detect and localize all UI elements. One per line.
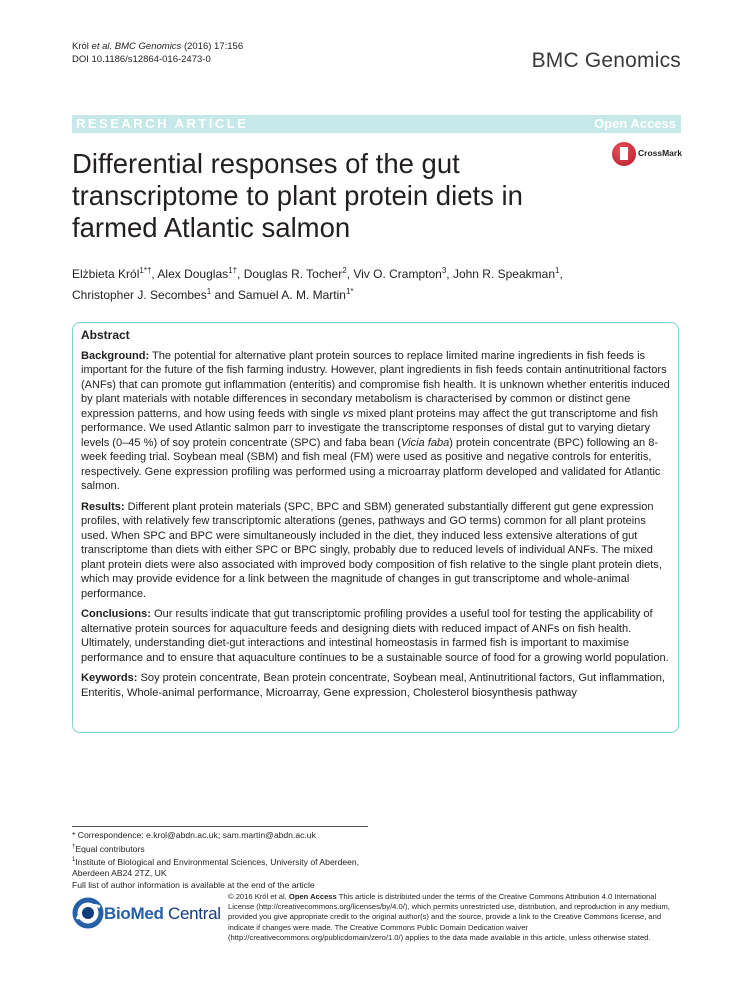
abstract-background [81, 349, 674, 494]
author-name: Viv O. Crampton [353, 267, 442, 281]
author-list: Elżbieta Król$^{1*\dagger}$, Alex Douglas$^{1\dagger}$, Douglas R. Tocher$^2$, Viv O. Crampton$^3$, John R. Speakman$^1$, Christopher J. Secombes$^1$ and Samuel A. M. Martin$^{1*}$ [72, 266, 563, 302]
footnotes [72, 830, 372, 891]
license-lead: © 2016 Król et al. [228, 892, 289, 901]
abstract-box [72, 322, 679, 733]
background-text-1: The potential for alternative plant protein sources to replace limited marine ingredients in fish feeds is important for the future of the fish farming industry. However, plant ingredients in fish feeds contain antinutritional factors (ANFs) that can promote gut inflammation (enteritis) and compromise fish health. It is unknown whether enteritis induced by plant materials with notable differences in secondary metabolism is characterised by common or distinct gene expression patterns, and how using feeds with single [81, 349, 670, 420]
results-label: Results: [81, 500, 125, 513]
keywords-text: Soy protein concentrate, Bean protein concentrate, Soybean meal, Antinutritional factors, Gut inflammation, Enteritis, Whole-animal performance, Microarray, Gene expression, Cholesterol biosynthesis pathway [81, 672, 665, 699]
abstract-conclusions [81, 607, 674, 665]
full-author-info: Full list of author information is available at the end of the article [72, 879, 315, 890]
citation-header [72, 40, 243, 66]
article-type: RESEARCH ARTICLE [76, 116, 249, 131]
author-name: Elżbieta Król [72, 267, 140, 281]
equal-mark: † [72, 843, 76, 850]
abstract-heading: Abstract [81, 328, 130, 342]
author-name: Alex Douglas [157, 267, 229, 281]
license-oa: Open Access [288, 892, 337, 901]
author-name: Samuel A. M. Martin [237, 288, 346, 302]
keywords-label: Keywords: [81, 672, 138, 684]
author-and: and [214, 288, 235, 302]
biomed-central-logo[interactable] [72, 897, 222, 933]
conclusions-label: Conclusions: [81, 608, 151, 620]
affiliation: $^1$Institute of Biological and Environmental Sciences, University of Aberdeen, [72, 856, 360, 867]
results-text: Different plant protein materials (SPC, BPC and SBM) generated substantially different gut gene expression profiles, with relatively few transcriptomic alterations (genes, pathways and GO terms) common for all plant proteins used. When SPC and BPC were simultaneously included in the diet, they induced less extensive alterations of gut transcriptome than diets with either SPC or BPC singly, probably due to reduced levels of individual ANFs. The mixed plant protein diets were also associated with improved body composition of fish relative to the single plant protein diets, which may provide evidence for a link between the magnitude of changes in gut transcriptome and whole-animal performance. [81, 500, 662, 600]
author-affil: 1† [228, 266, 238, 275]
crossmark-badge[interactable] [612, 142, 682, 170]
background-vs: vs [342, 407, 354, 420]
affiliation-mark: 1 [72, 856, 76, 863]
affiliation-address: Aberdeen AB24 2TZ, UK [72, 868, 167, 879]
author-name: Douglas R. Tocher [243, 267, 343, 281]
background-text-2: mixed plant proteins may affect the gut transcriptome and fish performance. We used Atlantic salmon parr to investigate the transcriptome responses of distal gut to varying dietary levels (0–45 %) of soy protein concentrate (SPC) and faba bean ( [81, 407, 659, 449]
license-text: This article is distributed under the terms of the Creative Commons Attribution 4.0 International License (http://creativecommons.org/licenses/by/4.0/), which permits unrestricted use, distribution, and reproduction in any medium, provided you give appropriate credit to the original author(s) and the source, provide a link to the Creative Commons license, and indicate if changes were made. The Creative Commons Public Domain Dedication waiver (http://creativecommons.org/publicdomain/zero/1.0/) applies to the data made available in this article, unless otherwise stated. [228, 892, 670, 942]
biomed-logo-text: BioMed Central [104, 904, 221, 923]
background-vicia: Vicia faba [400, 436, 450, 449]
cite-journal: BMC Genomics [114, 41, 182, 52]
equal-contributors: †Equal contributors [72, 843, 145, 854]
abstract-results [81, 500, 674, 602]
author-affil: 1 [206, 287, 212, 296]
cite-etal: et al. [91, 41, 113, 52]
correspondence: * Correspondence: e.krol@abdn.ac.uk; sam.martin@abdn.ac.uk [72, 830, 316, 840]
author-affil: 3 [441, 266, 447, 275]
author-affil: 2 [342, 266, 347, 275]
license-statement [228, 892, 683, 943]
biomed-swoosh-icon [72, 897, 104, 929]
article-type-banner [72, 115, 681, 133]
open-access-label: Open Access [594, 116, 676, 131]
journal-name: BMC Genomics [531, 49, 681, 72]
conclusions-text: Our results indicate that gut transcriptomic profiling provides a useful tool for testing the applicability of alternative protein sources for aquaculture feeds and designing diets with reduced impact of ANFs on fish health. Ultimately, understanding diet-gut interactions and intestinal homeostasis in farmed fish is important to maximise performance and to ensure that aquaculture continues to be a sustainable source of food for a growing world population. [81, 608, 669, 664]
author-affil: 1*† [139, 266, 152, 275]
author-name: John R. Speakman [452, 267, 555, 281]
footnote-divider [72, 826, 368, 827]
author-affil: 1* [345, 287, 354, 296]
cite-author: Król [72, 41, 89, 52]
article-title: Differential responses of the gut transcriptome to plant protein diets in farmed Atlantic salmon [72, 148, 523, 243]
author-name: Christopher J. Secombes [72, 288, 207, 302]
cite-year-pages: (2016) 17:156 [183, 41, 244, 52]
cite-doi: DOI 10.1186/s12864-016-2473-0 [72, 54, 211, 65]
background-text-3: ) protein concentrate (BPC) following an 8-week feeding trial. Soybean meal (SBM) and fish meal (FM) were used as positive and negative controls for enteritis, respectively. Gene expression profiling was performed using a microarray platform developed and validated for Atlantic salmon. [81, 436, 661, 492]
author-affil: 1 [555, 266, 560, 275]
abstract-keywords [81, 671, 674, 700]
crossmark-icon [612, 142, 636, 166]
crossmark-label: CrossMark [638, 148, 682, 158]
background-label: Background: [81, 349, 150, 362]
